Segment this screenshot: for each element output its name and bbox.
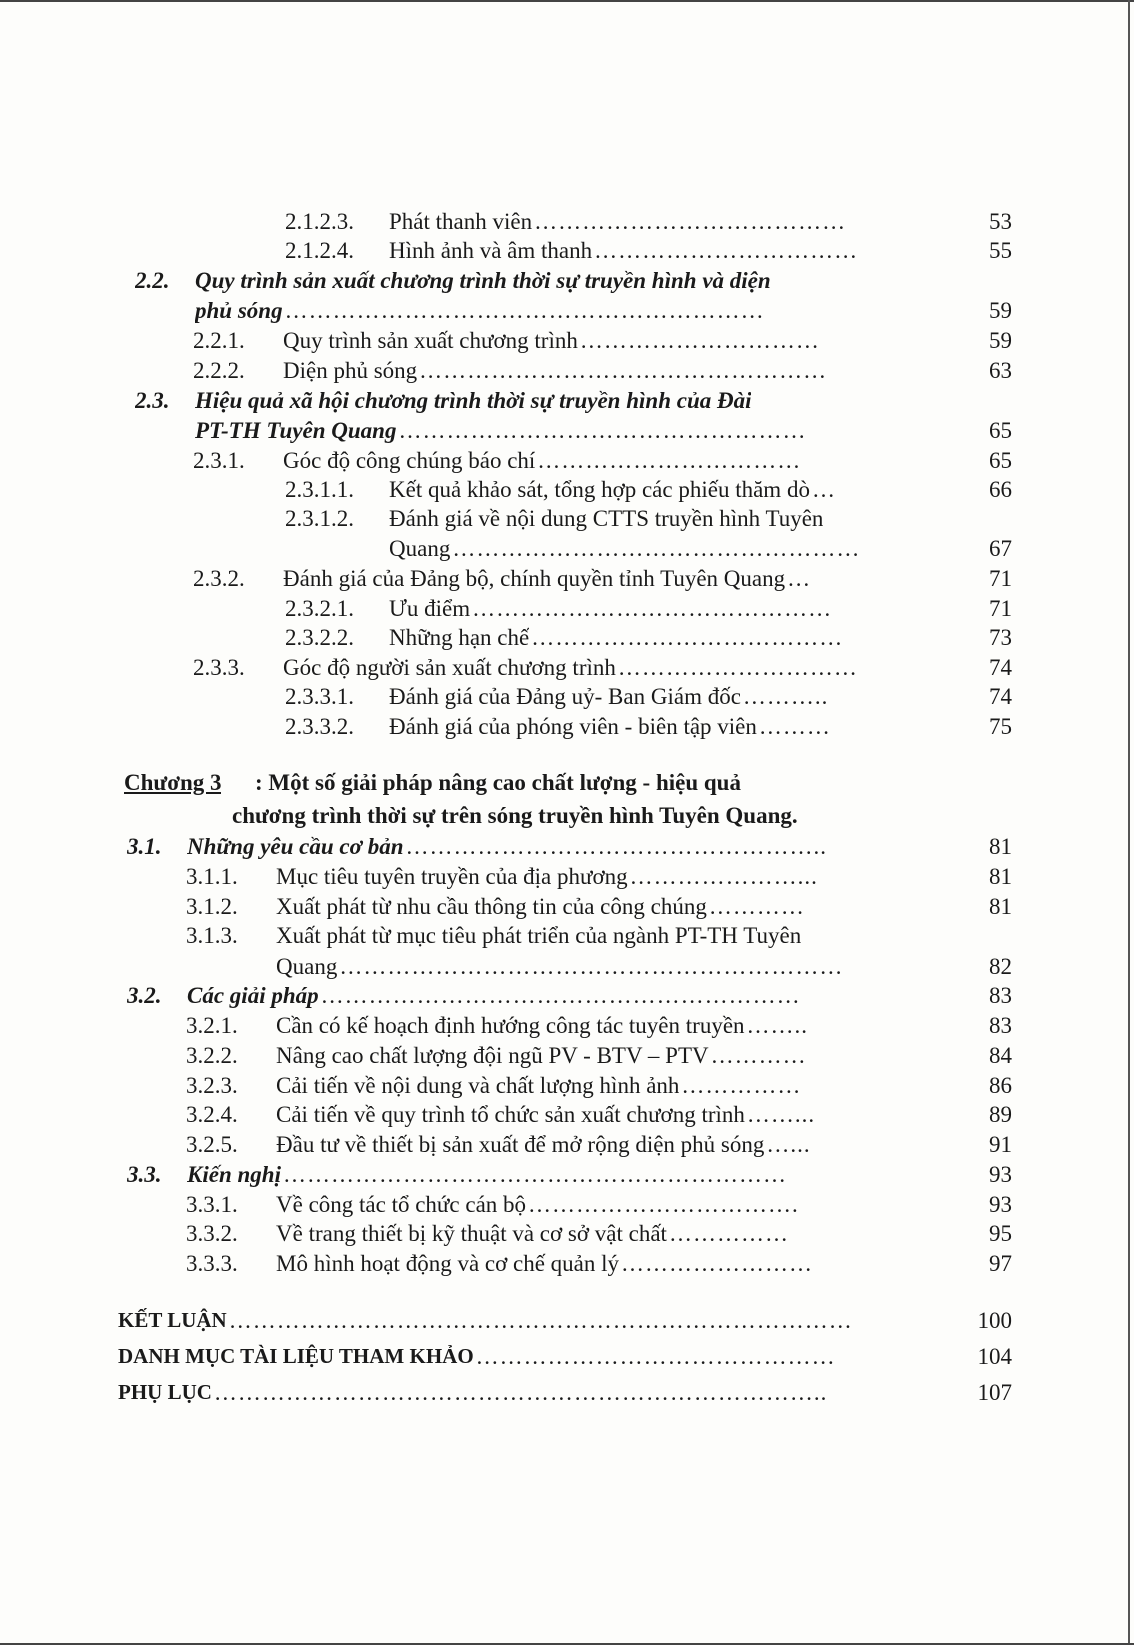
toc-entry-title: Kiến nghị: [187, 1162, 281, 1187]
toc-entry-title: PT-TH Tuyên Quang: [195, 418, 397, 443]
toc-page-number: 81: [989, 864, 1012, 889]
toc-entry-title: Đầu tư về thiết bị sản xuất để mở rộng diện phủ sóng: [276, 1132, 765, 1157]
toc-entry: [0, 235, 1134, 266]
toc-page-number: 55: [989, 238, 1012, 263]
toc-entry-title: Quy trình sản xuất chương trình: [283, 328, 578, 353]
toc-dot-leader: ………………………………………: [475, 1344, 836, 1369]
toc-entry: [0, 920, 1134, 951]
toc-dot-leader: …………: [708, 894, 805, 919]
toc-entry: [0, 503, 1134, 534]
toc-entry-title: Góc độ công chúng báo chí: [283, 448, 536, 473]
toc-entry-number: 3.2.3.: [186, 1073, 238, 1098]
toc-entry: [0, 415, 1134, 446]
toc-entry-number: 2.3.2.1.: [285, 596, 354, 621]
toc-entry-title: Quy trình sản xuất chương trình thời sự truyền hình và diện: [195, 268, 771, 293]
toc-entry-number: 2.3.3.2.: [285, 714, 354, 739]
toc-entry-number: 3.1.: [127, 834, 162, 859]
toc-dot-leader: ……...: [746, 1102, 816, 1127]
toc-entry-title: PHỤ LỤC: [118, 1380, 212, 1404]
toc-page-number: 104: [977, 1344, 1012, 1369]
toc-entry-number: 2.3.2.2.: [285, 625, 354, 650]
toc-dot-leader: ……..: [746, 1013, 809, 1038]
toc-entry-number: 3.3.1.: [186, 1192, 238, 1217]
toc-entry: [0, 711, 1134, 742]
toc-entry: [0, 1010, 1134, 1041]
toc-entry: [0, 1305, 1134, 1336]
toc-entry: [0, 767, 1134, 798]
toc-entry-title: Nâng cao chất lượng đội ngũ PV - BTV – PTV: [276, 1043, 709, 1068]
toc-entry-number: 3.2.1.: [186, 1013, 238, 1038]
toc-entry-title: Kết quả khảo sát, tổng hợp các phiếu thăm dò: [389, 477, 810, 502]
toc-entry-number: 3.2.5.: [186, 1132, 238, 1157]
toc-dot-leader: ……………………………………………………………………: [228, 1308, 853, 1333]
toc-entry-number: 2.3.3.: [193, 655, 245, 680]
toc-entry: [0, 800, 1134, 831]
toc-entry: [0, 831, 1134, 862]
toc-entry: [0, 1248, 1134, 1279]
toc-entry-number: 3.3.2.: [186, 1221, 238, 1246]
toc-entry-title: Quang: [389, 536, 451, 561]
toc-entry: [0, 652, 1134, 683]
toc-entry: [0, 1218, 1134, 1249]
toc-entry: [0, 622, 1134, 653]
toc-entry-title: Diện phủ sóng: [283, 358, 418, 383]
toc-dot-leader: …………………………: [617, 655, 858, 680]
toc-dot-leader: …: [787, 566, 812, 591]
toc-entry-title: Những yêu cầu cơ bản: [187, 834, 404, 859]
toc-page-number: 100: [977, 1308, 1012, 1333]
toc-entry-title: phủ sóng: [195, 298, 283, 323]
toc-entry: [0, 1040, 1134, 1071]
toc-dot-leader: ………..: [742, 684, 829, 709]
toc-entry-number: 2.1.2.3.: [285, 209, 354, 234]
toc-page-number: 95: [989, 1221, 1012, 1246]
toc-page-number: 86: [989, 1073, 1012, 1098]
toc-entry: [0, 295, 1134, 326]
toc-dot-leader: ……………………………………………………: [284, 298, 765, 323]
toc-entry-title: Xuất phát từ nhu cầu thông tin của công chúng: [276, 894, 707, 919]
toc-page-number: 97: [989, 1251, 1012, 1276]
toc-page-number: 71: [989, 596, 1012, 621]
toc-dot-leader: ………………………………………: [472, 596, 833, 621]
toc-entry-title: Các giải pháp: [187, 983, 319, 1008]
toc-entry-number: 3.1.2.: [186, 894, 238, 919]
toc-dot-leader: …………………...: [629, 864, 818, 889]
toc-entry: [0, 1099, 1134, 1130]
toc-page-number: 59: [989, 298, 1012, 323]
toc-page-number: 84: [989, 1043, 1012, 1068]
toc-entry: [0, 563, 1134, 594]
toc-page-number: 67: [989, 536, 1012, 561]
toc-dot-leader: ………: [758, 714, 831, 739]
toc-page-number: 91: [989, 1132, 1012, 1157]
toc-entry-number: 3.2.2.: [186, 1043, 238, 1068]
toc-entry-title: Đánh giá của phóng viên - biên tập viên: [389, 714, 757, 739]
toc-entry-title: Đánh giá của Đảng uỷ- Ban Giám đốc: [389, 684, 741, 709]
toc-entry: [0, 951, 1134, 982]
toc-entry-title: Xuất phát từ mục tiêu phát triển của ngành PT-TH Tuyên: [276, 923, 802, 948]
toc-dot-leader: …………………………………………………………………..: [213, 1380, 828, 1405]
toc-entry: [0, 533, 1134, 564]
toc-entry: [0, 593, 1134, 624]
toc-entry-title: Hiệu quả xã hội chương trình thời sự truyền hình của Đài: [195, 388, 752, 413]
toc-entry: [0, 1070, 1134, 1101]
toc-dot-leader: ……………………………: [594, 238, 859, 263]
toc-entry-title: Mục tiêu tuyên truyền của địa phương: [276, 864, 628, 889]
toc-entry-title: Cải tiến về quy trình tổ chức sản xuất chương trình: [276, 1102, 745, 1127]
toc-entry-number: 2.3.1.1.: [285, 477, 354, 502]
toc-dot-leader: …: [811, 477, 836, 502]
toc-dot-leader: ……………………………………………: [452, 536, 861, 561]
toc-page-number: 63: [989, 358, 1012, 383]
toc-dot-leader: ………………………………………………………: [339, 954, 844, 979]
toc-entry-title: Ưu điểm: [389, 596, 471, 621]
toc-page-number: 81: [989, 894, 1012, 919]
toc-entry-title: DANH MỤC TÀI LIỆU THAM KHẢO: [118, 1344, 474, 1368]
toc-entry: [0, 325, 1134, 356]
toc-entry-number: 3.3.: [127, 1162, 162, 1187]
toc-entry-title: Cải tiến về nội dung và chất lượng hình ảnh: [276, 1073, 680, 1098]
toc-entry-title: Quang: [276, 954, 338, 979]
toc-dot-leader: …………: [710, 1043, 807, 1068]
toc-page-number: 59: [989, 328, 1012, 353]
toc-entry-title: chương trình thời sự trên sóng truyền hình Tuyên Quang.: [232, 803, 798, 828]
toc-entry-title: Cần có kế hoạch định hướng công tác tuyên truyền: [276, 1013, 745, 1038]
toc-entry-number: 3.2.: [127, 983, 162, 1008]
toc-entry: [0, 891, 1134, 922]
toc-entry-title: Những hạn chế: [389, 625, 530, 650]
toc-entry-number: 2.3.1.: [193, 448, 245, 473]
toc-dot-leader: ……………………………………………: [398, 418, 807, 443]
toc-page-number: 81: [989, 834, 1012, 859]
toc-page-number: 82: [989, 954, 1012, 979]
toc-dot-leader: ……………………: [621, 1251, 814, 1276]
toc-dot-leader: …………………………………: [534, 209, 847, 234]
toc-entry: [0, 861, 1134, 892]
toc-page-number: 71: [989, 566, 1012, 591]
page-edge-top: [0, 0, 1134, 2]
toc-entry-number: 2.3.2.: [193, 566, 245, 591]
toc-entry-number: 2.3.: [135, 388, 170, 413]
toc-dot-leader: ……………………………………………..: [405, 834, 828, 859]
toc-entry: [0, 1341, 1134, 1372]
toc-page-number: 93: [989, 1162, 1012, 1187]
toc-dot-leader: …………………………………: [531, 625, 844, 650]
toc-entry-number: Chương 3: [124, 770, 222, 795]
toc-entry-title: KẾT LUẬN: [118, 1308, 227, 1332]
toc-entry-title: Góc độ người sản xuất chương trình: [283, 655, 616, 680]
toc-dot-leader: ……………: [681, 1073, 802, 1098]
toc-entry: [0, 1377, 1134, 1408]
toc-entry-title: Về trang thiết bị kỹ thuật và cơ sở vật chất: [276, 1221, 667, 1246]
toc-entry: [0, 385, 1134, 416]
toc-entry-number: 2.2.1.: [193, 328, 245, 353]
toc-dot-leader: ……………: [668, 1221, 789, 1246]
toc-dot-leader: …………………………….: [528, 1192, 799, 1217]
toc-page-number: 74: [989, 655, 1012, 680]
toc-page-number: 83: [989, 983, 1012, 1008]
toc-entry-title: Đánh giá của Đảng bộ, chính quyền tỉnh Tuyên Quang: [283, 566, 786, 591]
toc-entry-title: : Một số giải pháp nâng cao chất lượng - hiệu quả: [255, 770, 741, 795]
toc-dot-leader: …...: [766, 1132, 811, 1157]
toc-entry-title: Phát thanh viên: [389, 209, 533, 234]
toc-entry-number: 2.2.: [135, 268, 170, 293]
toc-page-number: 74: [989, 684, 1012, 709]
toc-entry: [0, 681, 1134, 712]
toc-dot-leader: ……………………………………………: [419, 358, 828, 383]
toc-page-number: 107: [977, 1380, 1012, 1405]
toc-page-number: 65: [989, 448, 1012, 473]
toc-dot-leader: ……………………………: [537, 448, 802, 473]
toc-page-number: 75: [989, 714, 1012, 739]
toc-entry: [0, 265, 1134, 296]
toc-entry-title: Hình ảnh và âm thanh: [389, 238, 593, 263]
toc-entry: [0, 980, 1134, 1011]
toc-entry-number: 3.3.3.: [186, 1251, 238, 1276]
toc-dot-leader: ……………………………………………………: [320, 983, 801, 1008]
toc-dot-leader: ………………………………………………………: [282, 1162, 787, 1187]
toc-page-number: 89: [989, 1102, 1012, 1127]
toc-entry-number: 2.3.1.2.: [285, 506, 354, 531]
toc-entry: [0, 1129, 1134, 1160]
toc-entry-title: Về công tác tổ chức cán bộ: [276, 1192, 527, 1217]
toc-dot-leader: …………………………: [579, 328, 820, 353]
toc-entry: [0, 474, 1134, 505]
toc-entry: [0, 445, 1134, 476]
toc-entry: [0, 1189, 1134, 1220]
toc-entry-number: 2.3.3.1.: [285, 684, 354, 709]
toc-entry: [0, 206, 1134, 237]
toc-entry: [0, 1159, 1134, 1190]
toc-entry-title: Mô hình hoạt động và cơ chế quản lý: [276, 1251, 620, 1276]
toc-entry-number: 3.1.1.: [186, 864, 238, 889]
toc-page-number: 93: [989, 1192, 1012, 1217]
toc-page-number: 66: [989, 477, 1012, 502]
toc-entry-title: Đánh giá về nội dung CTTS truyền hình Tuyên: [389, 506, 824, 531]
toc-page-number: 83: [989, 1013, 1012, 1038]
toc-page-number: 73: [989, 625, 1012, 650]
toc-entry: [0, 355, 1134, 386]
toc-entry-number: 2.1.2.4.: [285, 238, 354, 263]
toc-page-number: 65: [989, 418, 1012, 443]
toc-entry-number: 3.1.3.: [186, 923, 238, 948]
toc-entry-number: 2.2.2.: [193, 358, 245, 383]
toc-entry-number: 3.2.4.: [186, 1102, 238, 1127]
toc-page-number: 53: [989, 209, 1012, 234]
